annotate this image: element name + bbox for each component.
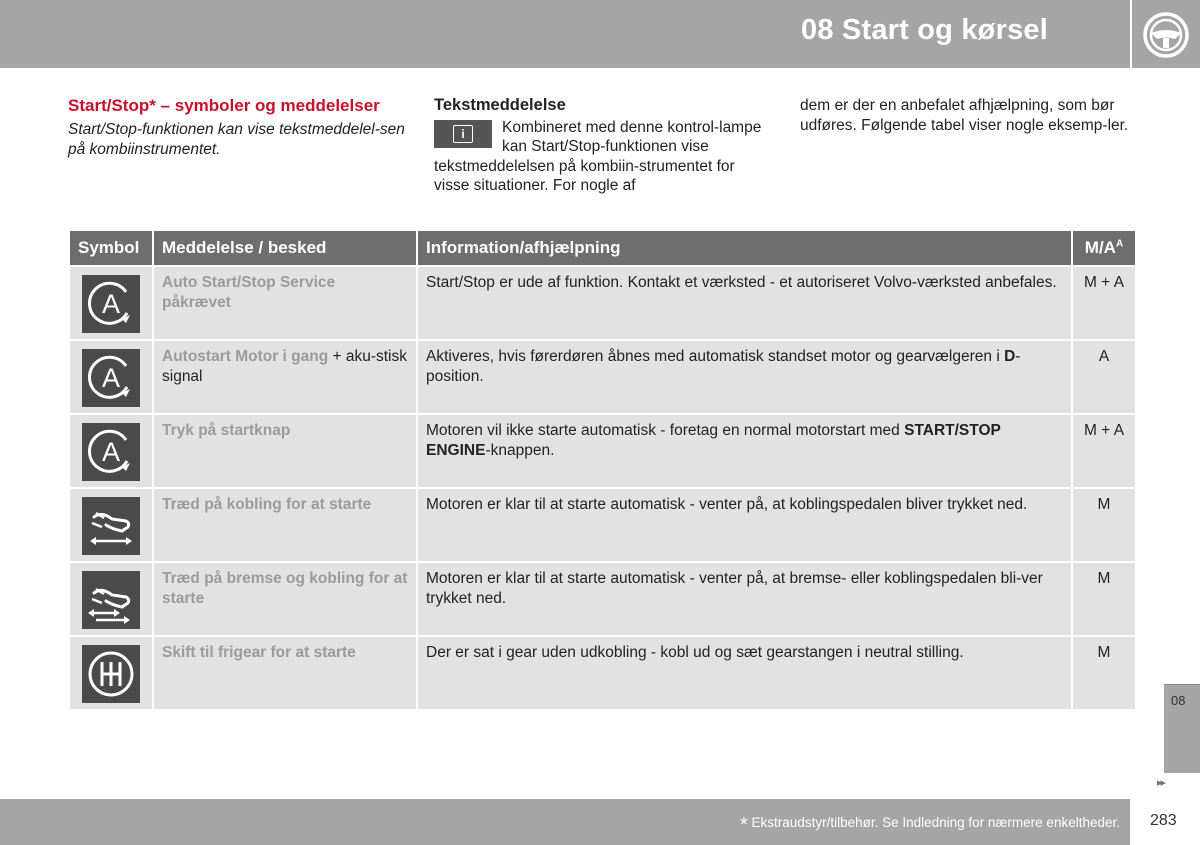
ma-cell: A (1073, 341, 1135, 413)
symbol-cell (70, 489, 152, 561)
table-row (70, 489, 1135, 561)
chapter-title: 08 Start og kørsel (801, 14, 1048, 46)
chapter-side-tab[interactable]: 08 (1164, 684, 1200, 773)
gear-neutral-icon (82, 645, 140, 703)
symbol-cell (70, 415, 152, 487)
page-number: 283 (1150, 812, 1177, 829)
table-row (70, 267, 1135, 339)
steering-wheel-icon (1141, 10, 1191, 60)
continuation-paragraph: dem er der en anbefalet afhjælpning, som bør udføres. Følgende tabel viser nogle eksemp-ler. (800, 97, 1129, 134)
auto-start-stop-icon (82, 423, 140, 481)
table-row (70, 563, 1135, 635)
svg-text:A: A (101, 289, 121, 319)
auto-start-stop-icon (82, 349, 140, 407)
svg-text:A: A (101, 437, 121, 467)
symbol-cell (70, 637, 152, 709)
info-cell: Motoren vil ikke starte automatisk - foretag en normal motorstart med START/STOP ENGINE-knappen. (418, 415, 1071, 487)
info-cell: Der er sat i gear uden udkobling - kobl ud og sæt gearstangen i neutral stilling. (418, 637, 1071, 709)
ma-cell: M + A (1073, 267, 1135, 339)
messages-table (68, 229, 1137, 711)
table-header-row (70, 231, 1135, 265)
ma-cell: M (1073, 637, 1135, 709)
ma-cell: M + A (1073, 415, 1135, 487)
info-cell: Aktiveres, hvis førerdøren åbnes med automatisk standset motor og gearvælgeren i D-position. (418, 341, 1071, 413)
footer-bar (0, 799, 1130, 845)
info-lamp-icon: i (434, 120, 492, 148)
footnote: * Ekstraudstyr/tilbehør. Se Indledning for nærmere enkeltheder. (739, 814, 1120, 836)
message-cell: Skift til frigear for at starte (154, 637, 416, 709)
message-cell: Auto Start/Stop Service påkrævet (154, 267, 416, 339)
table-row (70, 415, 1135, 487)
info-cell: Motoren er klar til at starte automatisk - venter på, at bremse- eller koblingspedalen bli-ver trykket ned. (418, 563, 1071, 635)
svg-text:A: A (101, 363, 121, 393)
intro-column (68, 96, 408, 159)
header-message: Meddelelse / besked (154, 231, 416, 265)
info-cell: Start/Stop er ude af funktion. Kontakt et værksted - et autoriseret Volvo-værksted anbefales. (418, 267, 1071, 339)
section-heading: Start/Stop* – symboler og meddelelser (68, 96, 380, 115)
symbol-cell (70, 341, 152, 413)
table-row (70, 341, 1135, 413)
ma-cell: M (1073, 489, 1135, 561)
header-ma: $M/A^A$ (1073, 231, 1135, 265)
message-cell: Træd på kobling for at starte (154, 489, 416, 561)
header-symbol: Symbol (70, 231, 152, 265)
message-cell: Tryk på startknap (154, 415, 416, 487)
header-information: Information/afhjælpning (418, 231, 1071, 265)
clutch-pedal-icon (82, 497, 140, 555)
section-intro: Start/Stop-funktionen kan vise tekstmeddelel-sen på kombiinstrumentet. (68, 121, 405, 158)
symbol-cell (70, 563, 152, 635)
brake-clutch-pedal-icon (82, 571, 140, 629)
table-row (70, 637, 1135, 709)
symbol-cell (70, 267, 152, 339)
text-message-column (434, 96, 764, 196)
auto-start-stop-icon (82, 275, 140, 333)
chapter-header-bar (0, 0, 1130, 68)
message-cell: Autostart Motor i gang + aku-stisk signal (154, 341, 416, 413)
text-message-heading: Tekstmeddelelse (434, 96, 566, 114)
next-page-arrows-icon: ▸▸ (1157, 777, 1165, 789)
continuation-column (800, 96, 1135, 135)
info-cell: Motoren er klar til at starte automatisk - venter på, at koblingspedalen bliver trykket ned. (418, 489, 1071, 561)
message-cell: Træd på bremse og kobling for at starte (154, 563, 416, 635)
text-message-paragraph: Kombineret med denne kontrol-lampe kan Start/Stop-funktionen vise tekstmeddelelsen på kombiin-strumentet for visse situationer. For nogle af (434, 118, 762, 194)
chapter-icon-box (1132, 0, 1200, 68)
ma-cell: M (1073, 563, 1135, 635)
